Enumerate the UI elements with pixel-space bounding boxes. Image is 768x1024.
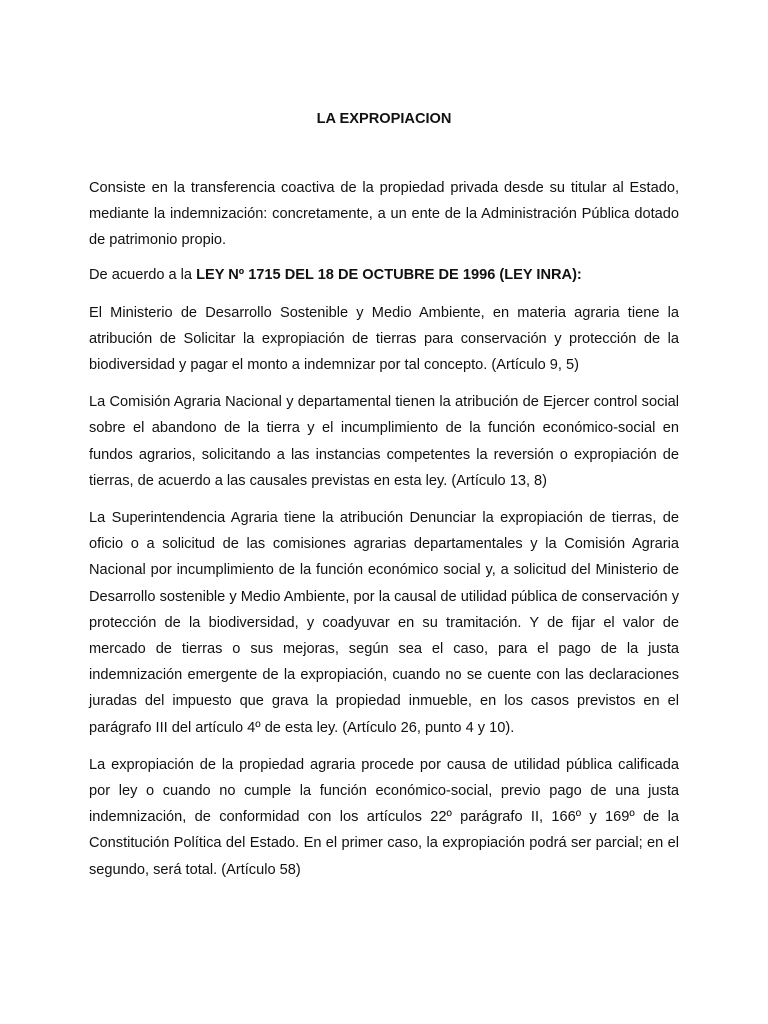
law-intro-prefix: De acuerdo a la [89,266,197,283]
law-intro [89,265,679,285]
intro-paragraph: Consiste en la transferencia coactiva de la propiedad privada desde su titular al Estado, mediante la indemnización: concretamente, a un ente de la Administración Pública dotado de patrimonio propio. [89,180,679,249]
document-title: LA EXPROPIACION [316,111,452,127]
law-name: LEY Nº 1715 DEL 18 DE OCTUBRE DE 1996 (LEY INRA): [196,266,582,283]
article-paragraph-superintendencia: La Superintendencia Agraria tiene la atribución Denunciar la expropiación de tierras, de oficio o a solicitud de las comisiones agrarias departamentales y la Comisión Agraria Nacional por incumplimiento de la función económico social y, a solicitud del Ministerio de Desarrollo sostenible y Medio Ambiente, por la causal de utilidad pública de conservación y protección de la biodiversidad, y coadyuvar en su tramitación. Y de fijar el valor de mercado de tierras o sus mejoras, según sea el caso, para el pago de la justa indemnización emergente de la expropiación, cuando no se cuente con las declaraciones juradas del impuesto que grava la propiedad inmueble, en los casos previstos en el parágrafo III del artículo 4º de esta ley. (Artículo 26, punto 4 y 10). [89,510,679,736]
article-paragraph-ministerio: El Ministerio de Desarrollo Sostenible y Medio Ambiente, en materia agraria tiene la atribución de Solicitar la expropiación de tierras para conservación y protección de la biodiversidad y pagar el monto a indemnizar por tal concepto. (Artículo 9, 5) [89,304,679,374]
document-body [89,175,679,894]
article-paragraph-comision: La Comisión Agraria Nacional y departamental tienen la atribución de Ejercer control social sobre el abandono de la tierra y el incumplimiento de la función económico-social en fundos agrarios, solicitando a las instancias competentes la reversión o expropiación de tierras, de acuerdo a las causales previstas en esta ley. (Artículo 13, 8) [89,394,679,489]
article-paragraph-expropiacion: La expropiación de la propiedad agraria procede por causa de utilidad pública calificada por ley o cuando no cumple la función económico-social, previo pago de una justa indemnización, de conformidad con los artículos 22º parágrafo II, 166º y 169º de la Constitución Política del Estado. En el primer caso, la expropiación podrá ser parcial; en el segundo, será total. (Artículo 58) [89,756,679,878]
